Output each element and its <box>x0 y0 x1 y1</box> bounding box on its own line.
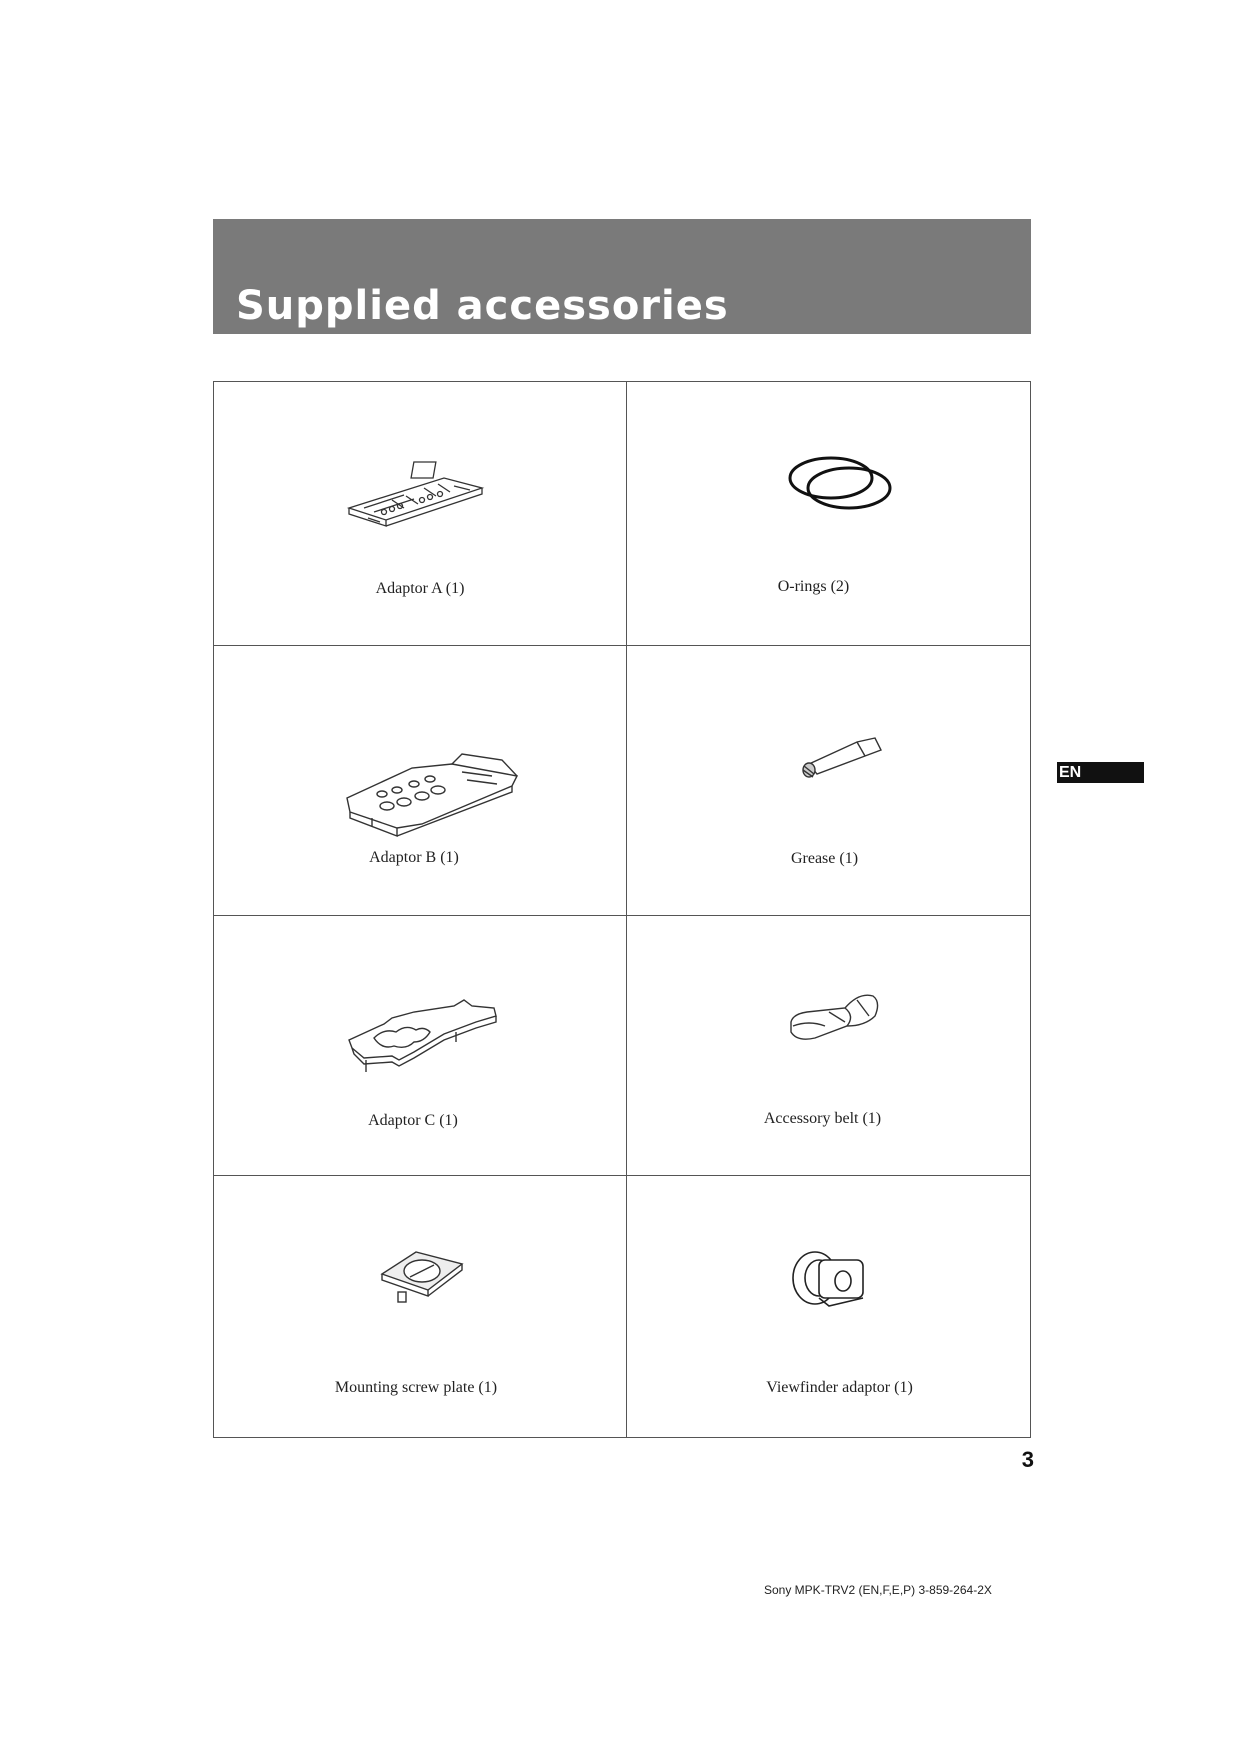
header-band <box>213 219 1031 334</box>
accessory-label: Viewfinder adaptor (1) <box>766 1379 913 1396</box>
adaptor-c-icon <box>344 994 504 1084</box>
language-tab: EN <box>1057 762 1144 783</box>
accessory-cell-adaptor-a <box>214 382 627 646</box>
accessory-cell-adaptor-c <box>214 916 627 1176</box>
accessory-label: Adaptor A (1) <box>375 580 465 597</box>
accessory-label: Mounting screw plate (1) <box>334 1379 498 1396</box>
adaptor-b-icon <box>342 746 527 846</box>
page-title: Supplied accessories <box>236 283 729 329</box>
accessory-cell-mounting-screw-plate <box>214 1176 627 1437</box>
footer-model-code: Sony MPK-TRV2 (EN,F,E,P) 3-859-264-2X <box>764 1583 992 1597</box>
grease-tube-icon <box>795 734 885 784</box>
accessory-cell-grease <box>627 646 1030 916</box>
adaptor-a-icon <box>344 450 489 545</box>
accessory-label: Grease (1) <box>790 850 859 867</box>
accessory-belt-icon <box>785 986 885 1051</box>
accessory-label: Accessory belt (1) <box>763 1110 882 1127</box>
accessory-cell-viewfinder-adaptor <box>627 1176 1030 1437</box>
accessory-cell-adaptor-b <box>214 646 627 916</box>
accessory-label: O-rings (2) <box>777 578 850 595</box>
page-number: 3 <box>1021 1447 1034 1472</box>
accessory-cell-o-rings <box>627 382 1030 646</box>
viewfinder-adaptor-icon <box>789 1244 874 1319</box>
accessories-grid <box>213 381 1031 1438</box>
mounting-screw-plate-icon <box>374 1244 474 1309</box>
o-rings-icon <box>787 450 897 520</box>
accessory-cell-accessory-belt <box>627 916 1030 1176</box>
accessory-label: Adaptor C (1) <box>368 1112 458 1129</box>
accessory-label: Adaptor B (1) <box>369 849 459 866</box>
